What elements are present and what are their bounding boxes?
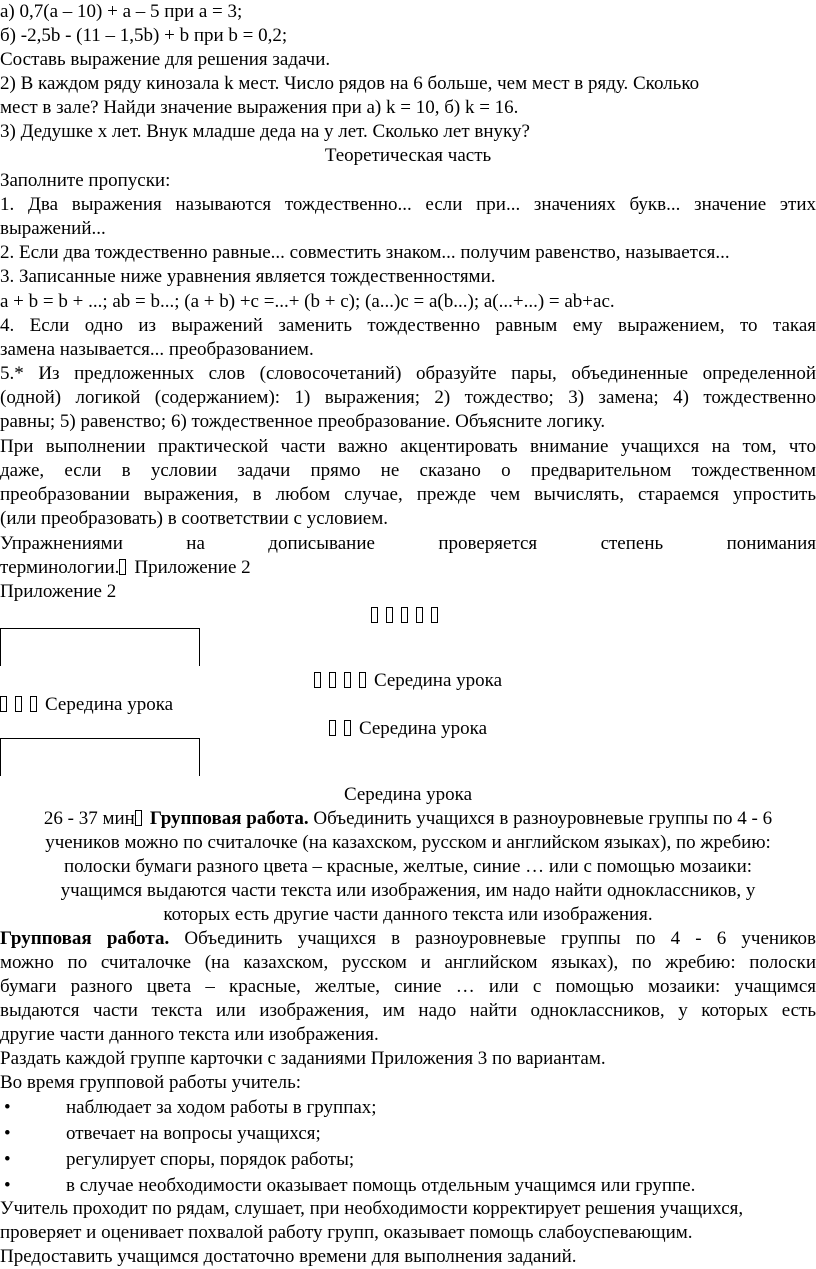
list-item-text: отвечает на вопросы учащихся;	[66, 1123, 321, 1144]
missing-glyph-icon	[416, 607, 423, 623]
missing-glyph-icon	[431, 607, 438, 623]
text-line	[0, 669, 816, 693]
text-line: которых есть другие части данного текста или изображения.	[163, 904, 653, 925]
text-line: замена называется... преобразованием.	[0, 339, 314, 360]
text-line	[0, 693, 816, 717]
text-line: (одной) логикой (содержанием): 1) выражения; 2) тождество; 3) замена; 4) тождественно	[0, 387, 816, 408]
text-line: a + b = b + ...; ab = b...; (a + b) +c =...+ (b + c); (a...)c = a(b...); a(...+...) = ab+ac.	[0, 291, 615, 312]
text-line: учеников можно по считалочке (на казахском, русском и английском языках), по жребию:	[45, 832, 771, 853]
text-line: 3) Дедушке х лет. Внук младше деда на у лет. Сколько лет внуку?	[0, 121, 530, 142]
text-line: другие части данного текста или изображения.	[0, 1024, 379, 1045]
bold-heading: Групповая работа.	[0, 928, 170, 949]
list-item-text: наблюдает за ходом работы в группах;	[66, 1097, 377, 1118]
missing-glyph-icon	[135, 810, 142, 826]
missing-glyph-icon	[329, 720, 336, 736]
text-line: бумаги разного цвета – красные, желтые, синие … или с помощью мозаики: учащимся	[0, 976, 816, 997]
missing-glyph-icon	[386, 607, 393, 623]
text-line: Середина урока	[343, 784, 473, 805]
bullet-icon: •	[4, 1149, 11, 1170]
text-line: 4. Если одно из выражений заменить тождественно равным ему выражением, то такая	[0, 315, 816, 336]
list-item	[0, 1148, 816, 1172]
text-segment: Середина урока	[45, 694, 174, 715]
bold-heading: Групповая работа.	[149, 808, 309, 829]
missing-glyph-icon	[329, 672, 336, 688]
missing-glyph-icon	[314, 672, 321, 688]
list-item-text: в случае необходимости оказывает помощь отдельным учащимся или группе.	[66, 1175, 696, 1196]
text-line: При выполнении практической части важно акцентировать внимание учащихся на том, что	[0, 436, 816, 457]
text-line: можно по считалочке (на казахском, русском и английском языках), по жребию: полоски	[0, 952, 816, 973]
text-line: учащимся выдаются части текста или изображения, им надо найти одноклассников, у	[60, 880, 756, 901]
text-line: проверяет и оценивает похвалой работу групп, оказывает помощь слабоуспевающим.	[0, 1222, 693, 1243]
bullet-icon: •	[4, 1175, 11, 1196]
list-item	[0, 1174, 816, 1198]
text-line: б) -2,5b - (11 – 1,5b) + b при b = 0,2;	[0, 25, 288, 46]
text-line	[0, 927, 816, 951]
time-range: 26 - 37 мин	[43, 808, 135, 829]
text-line: равны; 5) равенство; 6) тождественное преобразование. Объясните логику.	[0, 411, 606, 432]
text-line: 5.* Из предложенных слов (словосочетаний) образуйте пары, объединенные определенной	[0, 363, 816, 384]
section-heading: Теоретическая часть	[324, 145, 492, 166]
missing-glyph-row	[0, 604, 816, 628]
list-item	[0, 1122, 816, 1146]
text-line: 3. Записанные ниже уравнения является тождественностями.	[0, 266, 496, 287]
text-line: Во время групповой работы учитель:	[0, 1072, 302, 1093]
list-item-text: регулирует споры, порядок работы;	[66, 1149, 355, 1170]
missing-glyph-icon	[359, 672, 366, 688]
text-segment: Объединить учащихся в разноуровневые группы по 4 - 6 учеников	[169, 928, 816, 949]
text-line: полоски бумаги разного цвета – красные, желтые, синие … или с помощью мозаики:	[63, 856, 753, 877]
text-line	[0, 556, 816, 580]
text-line: выражений...	[0, 218, 106, 239]
text-line: преобразовании выражения, в любом случае, прежде чем вычислять, стараемся упростить	[0, 484, 816, 505]
text-line: Составь выражение для решения задачи.	[0, 49, 331, 70]
text-line: выдаются части текста или изображения, им надо найти одноклассников, у которых есть	[0, 1000, 816, 1021]
text-segment: терминологии.	[0, 557, 120, 578]
text-line: Раздать каждой группе карточки с заданиями Приложения 3 по вариантам.	[0, 1048, 606, 1069]
text-line: Заполните пропуски:	[0, 170, 171, 191]
text-line: Предоставить учащимся достаточно времени для выполнения заданий.	[0, 1246, 577, 1267]
text-line: 2) В каждом ряду кинозала k мест. Число рядов на 6 больше, чем мест в ряду. Сколько	[0, 73, 700, 94]
missing-glyph-icon	[401, 607, 408, 623]
missing-glyph-icon	[30, 696, 37, 712]
text-line: Учитель проходит по рядам, слушает, при необходимости корректирует решения учащихся,	[0, 1198, 744, 1219]
text-line	[0, 807, 816, 831]
text-line: мест в зале? Найди значение выражения при а) k = 10, б) k = 16.	[0, 97, 519, 118]
empty-frame	[0, 738, 200, 776]
list-item	[0, 1096, 816, 1120]
missing-glyph-icon	[119, 559, 126, 575]
missing-glyph-icon	[344, 720, 351, 736]
empty-frame	[0, 628, 200, 666]
text-segment: Середина урока	[373, 670, 503, 691]
missing-glyph-icon	[344, 672, 351, 688]
missing-glyph-icon	[15, 696, 22, 712]
text-line: а) 0,7(а – 10) + а – 5 при а = 3;	[0, 1, 243, 22]
missing-glyph-icon	[0, 696, 7, 712]
text-segment: Приложение 2	[134, 557, 251, 578]
text-line: 2. Если два тождественно равные... совместить знаком... получим равенство, называется...	[0, 242, 730, 263]
text-segment: Середина урока	[358, 718, 488, 739]
bullet-icon: •	[4, 1123, 11, 1144]
text-line: Приложение 2	[0, 581, 117, 602]
text-line: 1. Два выражения называются тождественно... если при... значениях букв... значение этих	[0, 194, 816, 215]
text-line: Упражнениями на дописывание проверяется степень понимания	[0, 533, 816, 554]
bullet-icon: •	[4, 1097, 11, 1118]
text-line: даже, если в условии задачи прямо не сказано о предварительном тождественном	[0, 460, 816, 481]
text-segment: Объединить учащихся в разноуровневые группы по 4 - 6	[308, 808, 773, 829]
missing-glyph-icon	[371, 607, 378, 623]
text-line: (или преобразовать) в соответствии с условием.	[0, 508, 388, 529]
